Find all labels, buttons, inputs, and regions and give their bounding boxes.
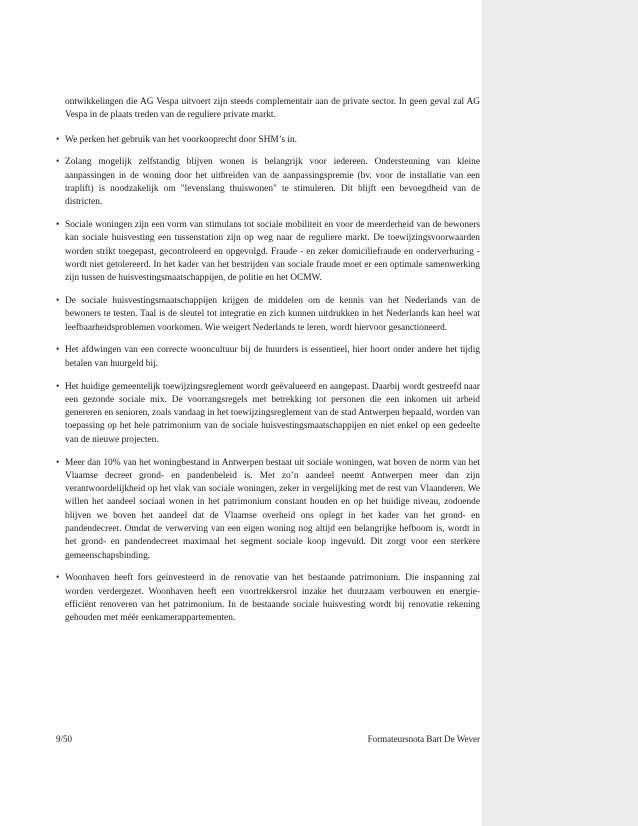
- list-item-text: Meer dan 10% van het woningbestand in Antwerpen bestaat uit sociale woningen, wat boven de norm van het Vlaamse decreet grond- en pandenbeleid is. Met zo’n aandeel neemt Antwerpen meer dan zijn verantwoordelijkheid op het vlak van sociale woningen, zeker in vergelijking met de rest van Vlaanderen. We willen het aandeel sociaal wonen in het patrimonium constant houden en op het huidige niveau, zodoende blijven we boven het aandeel dat de Vlaamse overheid ons oplegt in het kader van het grond- en pandendecreet. Omdat de verwerving van een eigen woning nog altijd een belangrijke hefboom is, wordt in het grond- en pandendecreet maximaal het segment sociale koop ingevuld. Dit zorgt voor een sterkere gemeenschapsbinding.: [65, 457, 480, 561]
- bullet: •: [56, 220, 60, 231]
- list-item: [56, 344, 480, 371]
- page-number: 9/50: [56, 734, 73, 744]
- list-item-text: Woonhaven heeft fors geïnvesteerd in de renovatie van het bestaande patrimonium. Die inspanning zal worden verdergezet. Woonhaven heeft een voortrekkersrol inzake het duurzaam verbouwen en energie-efficiënt renoveren van het patrimonium. In de bestaande sociale huisvesting wordt bij renovatie rekening gehouden met méér eenkamerappartementen.: [65, 573, 480, 624]
- list-item: [56, 134, 480, 147]
- comment-margin-panel: [482, 0, 638, 826]
- bullet: •: [56, 573, 60, 584]
- bullet: •: [56, 381, 60, 392]
- list-item: [56, 295, 480, 335]
- bullet: •: [56, 134, 60, 145]
- bullet: •: [56, 457, 60, 468]
- list-item: [56, 572, 480, 625]
- bullet: •: [56, 157, 60, 168]
- list-item-text: We perken het gebruik van het voorkooprecht door SHM’s in.: [65, 134, 298, 145]
- list-item: [56, 457, 480, 563]
- list-item-text: Sociale woningen zijn een vorm van stimulans tot sociale mobiliteit en voor de meerderheid van de bewoners kan sociale huisvesting een tussenstation zijn op weg naar de reguliere markt. De toewijzingsvoorwaarden worden strikt toegepast, gecontroleerd en opgevolgd. Fraude - en zeker domiciliefraude en onderverhuring - wordt niet getolereerd. In het kader van het bestrijden van sociale fraude moet er een optimale samenwerking zijn tussen de huisvestingsmaatschappijen, de politie en het OCMW.: [65, 220, 480, 284]
- list-item: [56, 156, 480, 209]
- document-title: Formateursnota Bart De Wever: [367, 734, 480, 744]
- bullet: •: [56, 345, 60, 356]
- list-item: [56, 381, 480, 447]
- list-item-text: Zolang mogelijk zelfstandig blijven wonen is belangrijk voor iedereen. Ondersteuning van kleine aanpassingen in de woning door het uitbreiden van de aanpassingspremie (bv. voor de installatie van een traplift) is noodzakelijk om "levenslang thuiswonen" te stimuleren. Dit blijft een bevoegdheid van de districten.: [65, 157, 480, 208]
- bullet: •: [56, 296, 60, 307]
- list-item: [56, 219, 480, 285]
- list-item-text: Het huidige gemeentelijk toewijzingsreglement wordt geëvalueerd en aangepast. Daarbij wordt gestreefd naar een gezonde sociale mix. De voorrangsregels met betrekking tot personen die een inkomen uit arbeid genereren en senioren, zoals vandaag in het toewijzingsreglement van de stad Antwerpen bepaald, worden van toepassing op het hele patrimonium van de sociale huisvestingsmaatschappijen en niet enkel op een gedeelte van de nieuwe projecten.: [65, 381, 480, 445]
- document-body: [56, 96, 480, 635]
- list-item-text: De sociale huisvestingsmaatschappijen krijgen de middelen om de kennis van het Nederlands van de bewoners te testen. Taal is de sleutel tot integratie en zich kunnen uitdrukken in het Nederlands kan heel wat leefbaarheidsproblemen voorkomen. Wie weigert Nederlands te leren, wordt hiervoor gesanctioneerd.: [65, 296, 480, 333]
- page-footer: [56, 734, 480, 744]
- continuation-paragraph: ontwikkelingen die AG Vespa uitvoert zijn steeds complementair aan de private sector. In geen geval zal AG Vespa in de plaats treden van de reguliere private markt.: [65, 97, 480, 121]
- list-item-text: Het afdwingen van een correcte wooncultuur bij de huurders is essentieel, hier hoort onder andere het tijdig betalen van huurgeld bij.: [65, 345, 480, 369]
